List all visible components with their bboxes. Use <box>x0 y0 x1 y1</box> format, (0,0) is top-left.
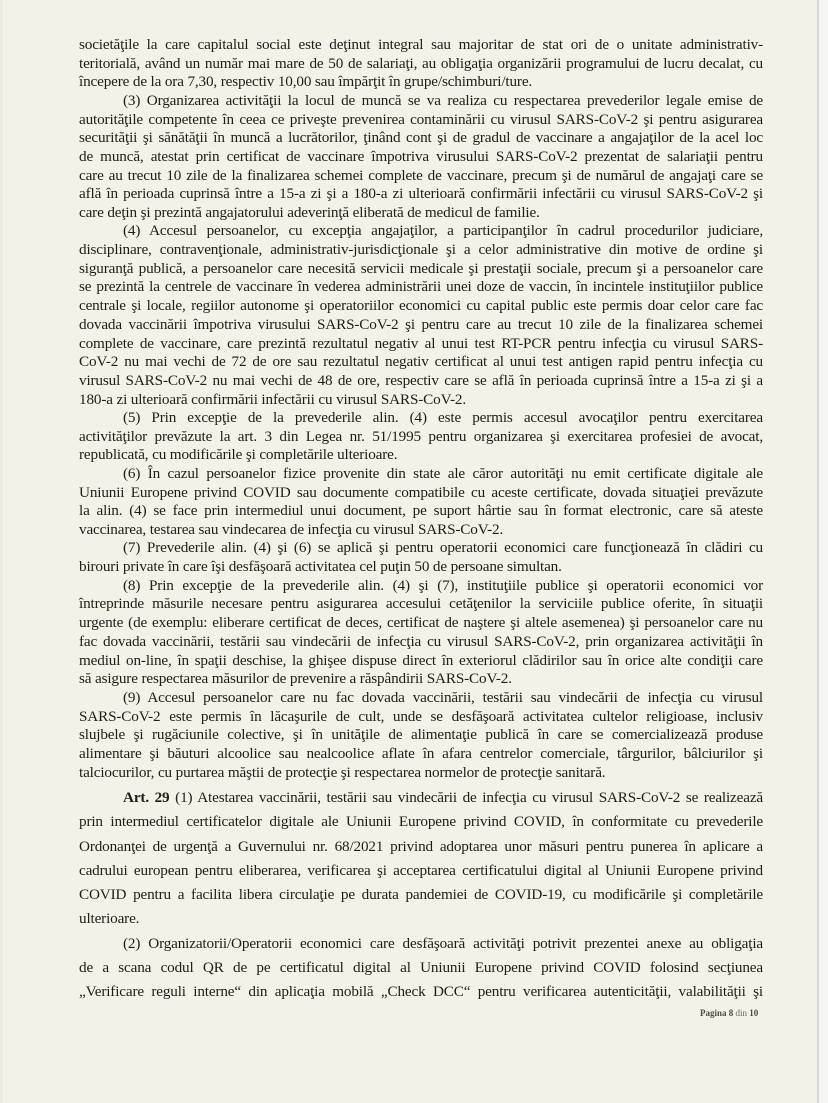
page-number: 8 <box>728 1008 734 1018</box>
text-line: cadrului european pentru eliberarea, verificarea şi acceptarea certificatului digital al Uniunii Europene privind <box>79 862 763 879</box>
text-line: dovada vaccinării împotriva virusului SARS-CoV-2 şi pentru care au trecut 10 zile de la finalizarea schemei <box>79 316 763 333</box>
text-line: societăţile la care capitalul social este deţinut integral sau majoritar de stat ori de o unitate administrativ- <box>79 36 763 53</box>
text-line: siguranţă publică, a persoanelor care necesită servicii medicale şi prestaţii sociale, precum şi a persoanelor care <box>79 260 763 277</box>
text-line: talciocurilor, cu purtarea măştii de protecţie şi respectarea normelor de protecţie sanitară. <box>79 764 606 781</box>
text-line: care deţin şi prezintă angajatorului adeverinţă eliberată de medicul de familie. <box>79 204 540 221</box>
text-line: află în perioada cuprinsă între a 15-a zi şi a 180-a zi ulterioară confirmării infectării cu virusul SARS-CoV-2 şi <box>79 185 763 202</box>
text-line: ulterioare. <box>79 910 140 927</box>
text-line: (2) Organizatorii/Operatorii economici care desfăşoară activităţi potrivit prezentei anexe au obligaţia <box>123 935 763 952</box>
text-line: CoV-2 nu mai vechi de 72 de ore sau rezultatul negativ certificat al unui test antigen rapid pentru infecţia cu <box>79 353 763 370</box>
text-line: (9) Accesul persoanelor care nu fac dovada vaccinării, testării sau vindecării de infecţia cu virusul <box>123 689 763 706</box>
page-edge <box>819 0 828 1103</box>
text-line: (5) Prin excepţie de la prevederile alin. (4) este permis accesul avocaţilor pentru exercitarea <box>123 409 763 426</box>
text-line: prin intermediul certificatelor digitale ale Uniunii Europene privind COVID, în conformitate cu prevederile <box>79 813 763 830</box>
text-line: securităţii şi sănătăţii în muncă a lucrătorilor, ţinând cont şi de gradul de vaccinare a angajaţilor de la acel loc <box>79 129 763 146</box>
article-text: (1) Atestarea vaccinării, testării sau vindecării de infecţia cu virusul SARS-CoV-2 se realizează <box>175 789 764 806</box>
page-label: Pagina <box>700 1008 727 1018</box>
page-footer <box>700 1008 758 1018</box>
text-line: (6) În cazul persoanelor fizice provenite din state ale căror autorităţi nu emit certificate digitale ale <box>123 465 763 482</box>
text-line: SARS-CoV-2 este permis în lăcaşurile de cult, unde se desfăşoară activitatea cultelor religioase, inclusiv <box>79 708 763 725</box>
article-number: Art. 29 <box>123 789 170 806</box>
text-line: se prezintă la centrele de vaccinare în vederea administrării unei doze de vaccin, în incintele instituţiilor publice <box>79 278 763 295</box>
text-line: (3) Organizarea activităţii la locul de muncă se va realiza cu respectarea prevederilor legale emise de <box>123 92 763 109</box>
document-page <box>3 0 819 1103</box>
text-line: la alin. (4) se face prin intermediul unui document, pe suport hârtie sau în format electronic, care să ateste <box>79 502 763 519</box>
text-line: de a scana codul QR de pe certificatul digital al Uniunii Europene privind COVID folosind secţiunea <box>79 959 763 976</box>
total-pages: 10 <box>749 1008 759 1018</box>
text-line: (4) Accesul persoanelor, cu excepţia angajaţilor, a participanţilor în cadrul procedurilor judiciare, <box>123 222 763 239</box>
text-line: fac dovada vaccinării, testării sau vindecării de infecţia cu virusul SARS-CoV-2, prin organizarea activităţii în <box>79 633 763 650</box>
text-line: alimentare şi băuturi alcoolice sau nealcoolice aflate în afara centrelor comerciale, târgurilor, bâlciurilor şi <box>79 745 763 762</box>
text-line: mediul on-line, în spaţii deschise, la ghişee dispuse direct în exteriorul clădirilor sau în orice alte condiţii care <box>79 652 763 669</box>
text-line: teritorială, având un număr mai mare de 50 de salariaţi, au obligaţia organizării programului de lucru decalat, cu <box>79 55 763 72</box>
of-label: din <box>735 1008 748 1018</box>
text-line: slujbele şi rugăciunile colective, şi în unităţile de alimentaţie publică în care se comercializează produse <box>79 726 763 743</box>
text-line: vaccinarea, testarea sau vindecarea de infecţia cu virusul SARS-CoV-2. <box>79 521 504 538</box>
text-line: urgente (de exemplu: eliberare certificat de deces, certificat de naştere şi altele asemenea) şi persoanelor care nu <box>79 614 763 631</box>
text-line: care au trecut 10 zile de la finalizarea schemei complete de vaccinare, precum şi de numărul de angajaţi care se <box>79 167 763 184</box>
text-line: activităţilor prevăzute la art. 3 din Legea nr. 51/1995 pentru organizarea şi exercitarea profesiei de avocat, <box>79 428 763 445</box>
text-line: birouri private în care îşi desfăşoară activitatea cel puţin 50 de persoane simultan. <box>79 558 562 575</box>
text-line: 180-a zi ulterioară confirmării infectării cu virusul SARS-CoV-2. <box>79 391 466 408</box>
text-line: începere de la ora 7,30, respectiv 10,00 sau împărţit în grupe/schimburi/ture. <box>79 73 533 90</box>
text-line: republicată, cu modificările şi completările ulterioare. <box>79 446 398 463</box>
text-line: autorităţile competente în ceea ce priveşte prevenirea contaminării cu virusul SARS-CoV-2 şi pentru asigurarea <box>79 111 763 128</box>
article-first-line <box>79 788 763 808</box>
text-line: virusul SARS-CoV-2 nu mai vechi de 48 de ore, respectiv care se află în perioada cuprinsă între a 15-a zi şi a <box>79 372 763 389</box>
text-line: Uniunii Europene privind COVID sau documente compatibile cu aceste certificate, dovada situaţiei prevăzute <box>79 484 763 501</box>
text-line: Ordonanţei de urgenţă a Guvernului nr. 68/2021 privind adoptarea unor măsuri pentru punerea în aplicare a <box>79 838 763 855</box>
text-line: complete de vaccinare, care prezintă rezultatul negativ al unui test RT-PCR pentru infecţia cu virusul SARS- <box>79 335 763 352</box>
text-line: întreprinde măsurile necesare pentru asigurarea accesului cetăţenilor la serviciile publice oferite, în situaţii <box>79 595 763 612</box>
text-line: centrale şi locale, regiilor autonome şi operatoriilor economici cu capital public este permis doar celor care fac <box>79 297 763 314</box>
text-line: de muncă, atestat prin certificat de vaccinare împotriva virusului SARS-CoV-2 prezentat de salariaţii pentru <box>79 148 763 165</box>
text-line: disciplinare, contravenţionale, administrativ-jurisdicţionale şi a celor administrative din motive de ordine şi <box>79 241 763 258</box>
text-line: (8) Prin excepţie de la prevederile alin. (4) şi (7), instituţiile publice şi operatorii economici vor <box>123 577 763 594</box>
text-line: (7) Prevederile alin. (4) şi (6) se aplică şi pentru operatorii economici care funcţionează în clădiri cu <box>123 539 763 556</box>
text-line: COVID pentru a facilita libera circulaţie pe durata pandemiei de COVID-19, cu modificările şi completările <box>79 886 763 903</box>
text-line: „Verificare reguli interne“ din aplicaţia mobilă „Check DCC“ pentru verificarea autenticităţii, valabilităţii şi <box>79 983 763 1000</box>
text-line: să asigure respectarea măsurilor de prevenire a răspândirii SARS-CoV-2. <box>79 670 512 687</box>
